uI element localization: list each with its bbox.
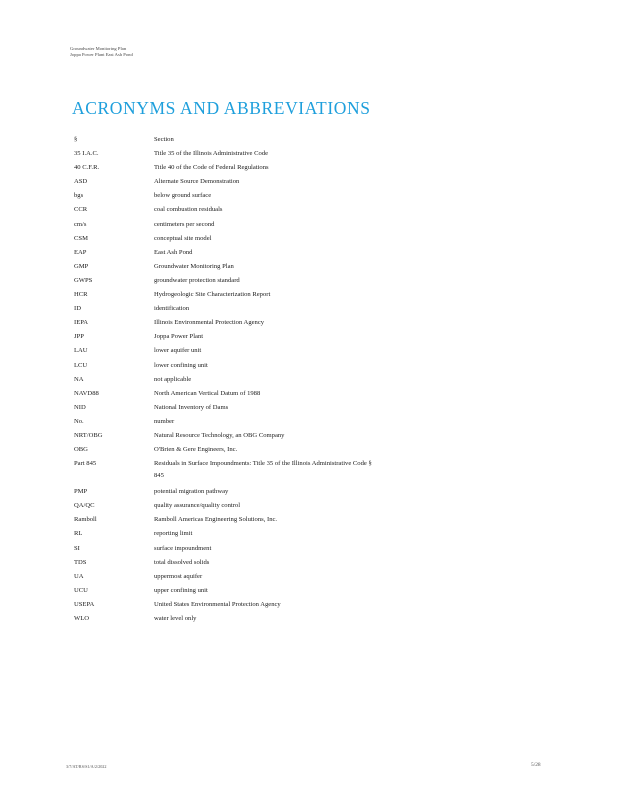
acronym-row: [74, 175, 374, 189]
acronym-row: [74, 570, 374, 584]
acronym-term: USEPA: [74, 600, 95, 608]
acronym-term: GWPS: [74, 276, 93, 284]
acronym-term: WLO: [74, 615, 90, 622]
acronym-definition: Alternate Source Demonstration: [154, 178, 240, 186]
acronym-row: [74, 373, 374, 387]
acronym-term: cm/s: [74, 220, 87, 228]
acronym-definition: surface impoundment: [154, 544, 212, 552]
acronym-definition: conceptual site model: [154, 234, 212, 242]
acronym-definition: Title 40 of the Code of Federal Regulations: [154, 164, 269, 172]
acronym-term: Part 845: [74, 460, 97, 468]
acronym-definition: Section: [154, 136, 174, 143]
acronym-definition: lower confining unit: [154, 361, 208, 369]
acronym-definition: Hydrogeologic Site Characterization Report: [154, 291, 271, 299]
acronym-term: EAP: [74, 248, 87, 256]
acronym-definition: Ramboll Americas Engineering Solutions, Inc.: [154, 516, 278, 524]
acronym-row: [74, 288, 374, 302]
acronym-definition: below ground surface: [154, 192, 212, 200]
acronym-term: UCU: [74, 586, 88, 594]
acronym-row: [74, 542, 374, 556]
acronym-term: SI: [74, 544, 80, 552]
acronym-definition: United States Environmental Protection Agency: [154, 600, 281, 608]
acronym-definition: water level only: [154, 615, 197, 622]
acronym-row: [74, 429, 374, 443]
acronym-term: QA/QC: [74, 502, 95, 510]
acronym-term: JPP: [74, 333, 84, 341]
footer-document-code: 3/7/AT/RS/S1/A/2/2022: [66, 764, 107, 769]
acronym-term: UA: [74, 572, 84, 580]
acronym-row: [74, 147, 374, 161]
acronym-term: GMP: [74, 262, 89, 270]
acronym-term: TDS: [74, 558, 87, 566]
acronym-definition: upper confining unit: [154, 586, 208, 594]
acronym-row: [74, 359, 374, 373]
acronym-row: [74, 556, 374, 570]
acronym-row: [74, 485, 374, 499]
acronym-row: [74, 316, 374, 330]
acronym-term: CSM: [74, 234, 88, 242]
acronym-definition: Joppa Power Plant: [154, 333, 204, 341]
acronym-definition: O'Brien & Gere Engineers, Inc.: [154, 446, 238, 454]
acronym-term: LAU: [74, 347, 88, 355]
acronym-term: PMP: [74, 488, 88, 496]
acronym-term: NAVD88: [74, 389, 99, 397]
acronym-term: bgs: [74, 192, 84, 200]
acronym-row: [74, 133, 374, 147]
acronym-row: [74, 203, 374, 217]
acronym-table: [74, 133, 374, 626]
acronym-term: HCR: [74, 291, 88, 299]
acronym-definition: uppermost aquifer: [154, 572, 203, 580]
acronym-definition: coal combustion residuals: [154, 206, 223, 214]
acronym-row: [74, 274, 374, 288]
acronym-row: [74, 415, 374, 429]
acronym-term: NA: [74, 375, 84, 383]
acronym-row: [74, 401, 374, 415]
acronym-definition: Groundwater Monitoring Plan: [154, 262, 234, 270]
acronym-definition: number: [154, 417, 175, 425]
acronym-row: [74, 218, 374, 232]
acronym-term: ID: [74, 305, 81, 313]
acronym-term: OBG: [74, 446, 88, 454]
acronym-definition: identification: [154, 305, 190, 313]
acronym-term: LCU: [74, 361, 88, 369]
acronym-definition: East Ash Pond: [154, 248, 193, 256]
acronym-term: No.: [74, 417, 84, 425]
acronym-definition: Title 35 of the Illinois Administrative Code: [154, 150, 269, 158]
running-header: [70, 46, 133, 58]
acronym-term: IEPA: [74, 319, 89, 327]
acronym-definition: not applicable: [154, 375, 192, 383]
acronym-term: §: [74, 136, 78, 143]
acronym-definition: total dissolved solids: [154, 558, 210, 566]
acronym-definition: centimeters per second: [154, 220, 215, 228]
acronym-row: [74, 387, 374, 401]
section-title: ACRONYMS AND ABBREVIATIONS: [72, 98, 371, 118]
acronym-row: [74, 457, 374, 485]
header-document-title: Groundwater Monitoring Plan: [70, 46, 127, 51]
acronym-row: [74, 612, 374, 626]
acronym-term: RL: [74, 530, 83, 538]
acronym-definition: National Inventory of Dams: [154, 403, 229, 411]
acronym-definition: Illinois Environmental Protection Agency: [154, 319, 265, 327]
acronym-table-body: [74, 133, 374, 626]
acronym-row: [74, 527, 374, 541]
acronym-row: [74, 344, 374, 358]
acronym-definition: North American Vertical Datum of 1988: [154, 389, 261, 397]
acronym-definition: potential migration pathway: [154, 488, 229, 496]
acronym-definition: quality assurance/quality control: [154, 502, 241, 510]
acronym-row: [74, 161, 374, 175]
acronym-definition: reporting limit: [154, 530, 193, 538]
acronym-row: [74, 232, 374, 246]
acronym-definition: groundwater protection standard: [154, 276, 240, 284]
acronym-row: [74, 598, 374, 612]
acronym-term: 35 I.A.C.: [74, 150, 99, 158]
acronym-definition: Natural Resource Technology, an OBG Company: [154, 431, 285, 439]
acronym-term: ASD: [74, 178, 88, 186]
acronym-row: [74, 443, 374, 457]
acronym-definition: lower aquifer unit: [154, 347, 202, 355]
acronym-term: NID: [74, 403, 86, 411]
acronym-row: [74, 499, 374, 513]
acronym-row: [74, 189, 374, 203]
acronym-row: [74, 330, 374, 344]
acronym-row: [74, 584, 374, 598]
page-number: 5/28: [531, 762, 541, 768]
acronym-term: Ramboll: [74, 516, 97, 524]
acronym-term: 40 C.F.R.: [74, 164, 100, 172]
acronym-row: [74, 513, 374, 527]
header-site-name: Joppa Power Plant East Ash Pond: [70, 52, 133, 57]
acronym-definition: Residuals in Surface Impoundments: Title 35 of the Illinois Administrative Code § 845: [154, 460, 372, 480]
acronym-row: [74, 302, 374, 316]
acronym-term: NRT/OBG: [74, 431, 103, 439]
acronym-term: CCR: [74, 206, 88, 214]
acronym-row: [74, 260, 374, 274]
acronym-row: [74, 246, 374, 260]
